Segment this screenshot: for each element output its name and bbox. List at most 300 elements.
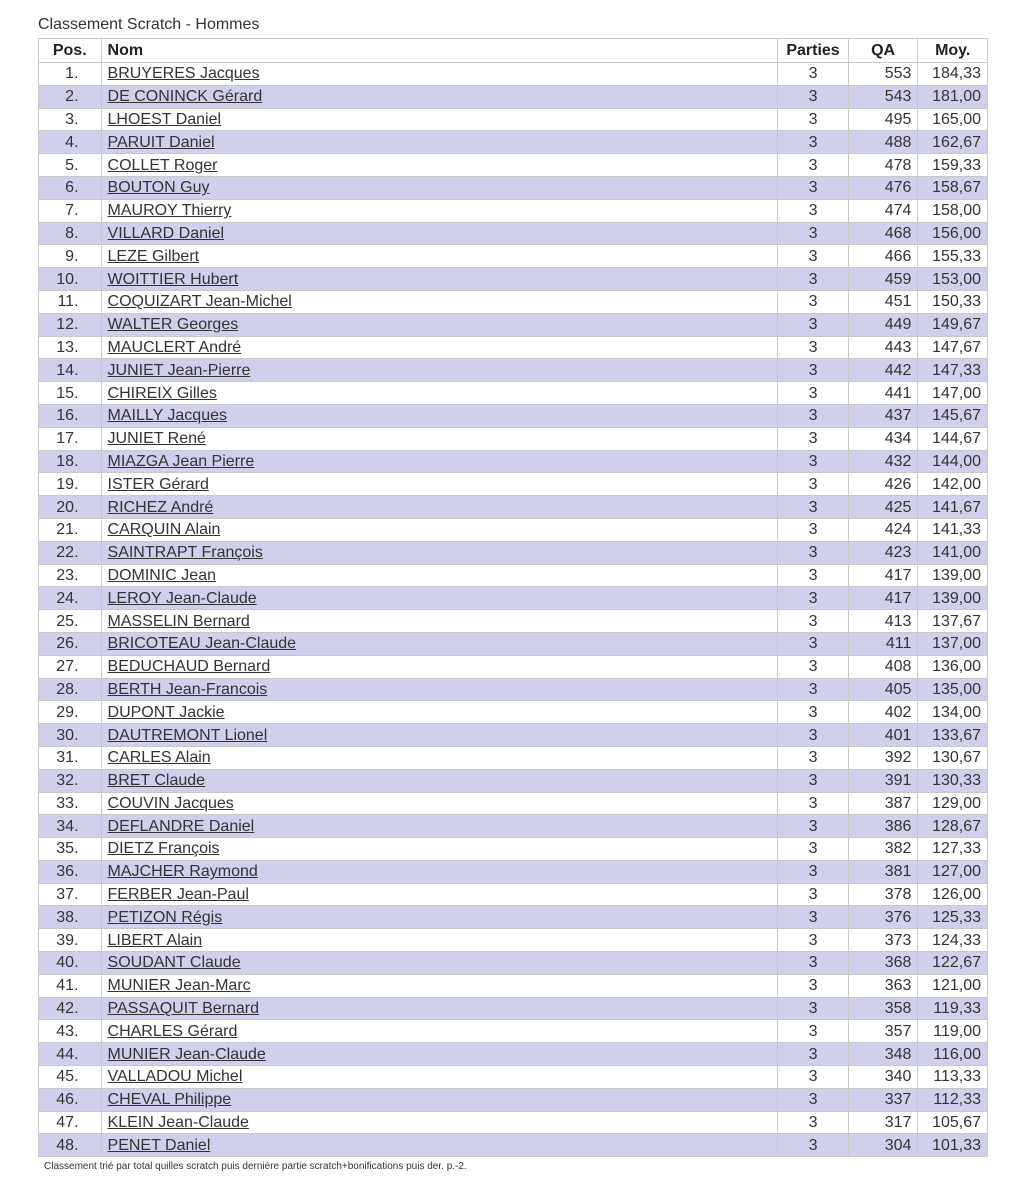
row-moyenne-cell: 141,33 <box>918 518 988 541</box>
row-player-name-cell <box>101 678 778 701</box>
row-parties-cell: 3 <box>778 1111 849 1134</box>
player-name-link[interactable]: DAUTREMONT Lionel <box>107 726 268 744</box>
row-position-cell: 48. <box>39 1134 102 1157</box>
row-position-cell: 1. <box>39 63 102 86</box>
row-position-cell: 15. <box>39 382 102 405</box>
row-parties-cell: 3 <box>778 838 849 861</box>
row-qa-cell: 417 <box>848 564 918 587</box>
row-player-name-cell <box>101 838 778 861</box>
table-row <box>39 85 988 108</box>
row-player-name-cell <box>101 952 778 975</box>
row-qa-cell: 423 <box>848 541 918 564</box>
row-moyenne-cell: 105,67 <box>918 1111 988 1134</box>
row-qa-cell: 317 <box>848 1111 918 1134</box>
row-qa-cell: 553 <box>848 63 918 86</box>
row-position-cell: 19. <box>39 473 102 496</box>
table-row <box>39 450 988 473</box>
row-parties-cell: 3 <box>778 131 849 154</box>
row-qa-cell: 432 <box>848 450 918 473</box>
row-moyenne-cell: 162,67 <box>918 131 988 154</box>
player-name-link[interactable]: RICHEZ André <box>107 498 214 516</box>
ranking-table-body <box>39 63 988 1157</box>
row-qa-cell: 478 <box>848 154 918 177</box>
row-moyenne-cell: 155,33 <box>918 245 988 268</box>
row-player-name-cell <box>101 85 778 108</box>
row-parties-cell: 3 <box>778 724 849 747</box>
row-player-name-cell <box>101 473 778 496</box>
row-moyenne-cell: 101,33 <box>918 1134 988 1157</box>
table-row <box>39 769 988 792</box>
table-row <box>39 1043 988 1066</box>
row-player-name-cell <box>101 268 778 291</box>
row-parties-cell: 3 <box>778 860 849 883</box>
player-name-link[interactable]: DEFLANDRE Daniel <box>107 817 255 835</box>
player-name-link[interactable]: LEROY Jean-Claude <box>107 589 257 607</box>
row-qa-cell: 358 <box>848 997 918 1020</box>
table-row <box>39 632 988 655</box>
row-moyenne-cell: 141,67 <box>918 496 988 519</box>
row-qa-cell: 449 <box>848 313 918 336</box>
table-header-row <box>39 39 988 63</box>
player-name-link[interactable]: MAUROY Thierry <box>107 202 232 220</box>
row-qa-cell: 378 <box>848 883 918 906</box>
row-position-cell: 21. <box>39 518 102 541</box>
row-position-cell: 34. <box>39 815 102 838</box>
row-player-name-cell <box>101 404 778 427</box>
row-qa-cell: 434 <box>848 427 918 450</box>
row-parties-cell: 3 <box>778 678 849 701</box>
row-parties-cell: 3 <box>778 541 849 564</box>
row-player-name-cell <box>101 518 778 541</box>
row-player-name-cell <box>101 63 778 86</box>
player-name-link[interactable]: VILLARD Daniel <box>107 224 225 242</box>
row-moyenne-cell: 122,67 <box>918 952 988 975</box>
row-qa-cell: 459 <box>848 268 918 291</box>
ranking-table <box>38 38 988 1157</box>
table-row <box>39 154 988 177</box>
player-name-link[interactable]: WALTER Georges <box>107 316 239 334</box>
table-row <box>39 883 988 906</box>
row-qa-cell: 304 <box>848 1134 918 1157</box>
row-position-cell: 9. <box>39 245 102 268</box>
row-qa-cell: 543 <box>848 85 918 108</box>
player-name-link[interactable]: PARUIT Daniel <box>107 133 215 151</box>
player-name-link[interactable]: DE CONINCK Gérard <box>107 88 263 106</box>
row-qa-cell: 495 <box>848 108 918 131</box>
row-moyenne-cell: 127,00 <box>918 860 988 883</box>
row-player-name-cell <box>101 313 778 336</box>
row-parties-cell: 3 <box>778 245 849 268</box>
row-qa-cell: 424 <box>848 518 918 541</box>
row-position-cell: 3. <box>39 108 102 131</box>
row-player-name-cell <box>101 290 778 313</box>
row-moyenne-cell: 128,67 <box>918 815 988 838</box>
table-row <box>39 724 988 747</box>
table-row <box>39 587 988 610</box>
row-moyenne-cell: 135,00 <box>918 678 988 701</box>
table-row <box>39 564 988 587</box>
player-name-link[interactable]: CARLES Alain <box>107 749 211 767</box>
row-player-name-cell <box>101 222 778 245</box>
player-name-link[interactable]: PENET Daniel <box>107 1136 211 1154</box>
row-player-name-cell <box>101 1088 778 1111</box>
table-row <box>39 655 988 678</box>
player-name-link[interactable]: BRUYERES Jacques <box>107 65 260 83</box>
row-parties-cell: 3 <box>778 883 849 906</box>
player-name-link[interactable]: CHARLES Gérard <box>107 1022 238 1040</box>
row-qa-cell: 401 <box>848 724 918 747</box>
column-header-pos[interactable]: Pos. <box>39 39 102 63</box>
row-parties-cell: 3 <box>778 929 849 952</box>
row-parties-cell: 3 <box>778 997 849 1020</box>
player-name-link[interactable]: COUVIN Jacques <box>107 794 234 812</box>
row-qa-cell: 413 <box>848 610 918 633</box>
row-moyenne-cell: 130,67 <box>918 746 988 769</box>
row-position-cell: 8. <box>39 222 102 245</box>
table-row <box>39 1066 988 1089</box>
player-name-link[interactable]: BEDUCHAUD Bernard <box>107 658 271 676</box>
row-player-name-cell <box>101 769 778 792</box>
row-qa-cell: 426 <box>848 473 918 496</box>
row-moyenne-cell: 144,00 <box>918 450 988 473</box>
row-player-name-cell <box>101 883 778 906</box>
row-qa-cell: 405 <box>848 678 918 701</box>
row-position-cell: 28. <box>39 678 102 701</box>
player-name-link[interactable]: BOUTON Guy <box>107 179 210 197</box>
row-moyenne-cell: 158,67 <box>918 176 988 199</box>
table-row <box>39 222 988 245</box>
row-moyenne-cell: 119,00 <box>918 1020 988 1043</box>
row-position-cell: 11. <box>39 290 102 313</box>
row-player-name-cell <box>101 587 778 610</box>
row-moyenne-cell: 112,33 <box>918 1088 988 1111</box>
row-qa-cell: 373 <box>848 929 918 952</box>
player-name-link[interactable]: SOUDANT Claude <box>107 954 241 972</box>
row-position-cell: 25. <box>39 610 102 633</box>
column-header-qa[interactable]: QA <box>848 39 918 63</box>
row-position-cell: 14. <box>39 359 102 382</box>
row-position-cell: 43. <box>39 1020 102 1043</box>
row-player-name-cell <box>101 131 778 154</box>
row-player-name-cell <box>101 541 778 564</box>
player-name-link[interactable]: CHEVAL Philippe <box>107 1091 232 1109</box>
row-parties-cell: 3 <box>778 85 849 108</box>
row-player-name-cell <box>101 382 778 405</box>
table-row <box>39 701 988 724</box>
row-position-cell: 29. <box>39 701 102 724</box>
row-parties-cell: 3 <box>778 564 849 587</box>
player-name-link[interactable]: BRICOTEAU Jean-Claude <box>107 635 297 653</box>
row-position-cell: 7. <box>39 199 102 222</box>
row-parties-cell: 3 <box>778 746 849 769</box>
player-name-link[interactable]: DOMINIC Jean <box>107 566 216 584</box>
player-name-link[interactable]: JUNIET René <box>107 430 206 448</box>
row-player-name-cell <box>101 108 778 131</box>
player-name-link[interactable]: COQUIZART Jean-Michel <box>107 293 292 311</box>
row-qa-cell: 386 <box>848 815 918 838</box>
row-qa-cell: 474 <box>848 199 918 222</box>
row-qa-cell: 442 <box>848 359 918 382</box>
table-row <box>39 496 988 519</box>
row-parties-cell: 3 <box>778 382 849 405</box>
row-player-name-cell <box>101 359 778 382</box>
player-name-link[interactable]: MIAZGA Jean Pierre <box>107 452 255 470</box>
row-parties-cell: 3 <box>778 473 849 496</box>
row-moyenne-cell: 137,67 <box>918 610 988 633</box>
page-title: Classement Scratch - Hommes <box>38 16 260 33</box>
player-name-link[interactable]: DIETZ François <box>107 840 220 858</box>
table-row <box>39 838 988 861</box>
row-qa-cell: 337 <box>848 1088 918 1111</box>
row-position-cell: 36. <box>39 860 102 883</box>
row-qa-cell: 381 <box>848 860 918 883</box>
row-position-cell: 6. <box>39 176 102 199</box>
table-row <box>39 336 988 359</box>
row-player-name-cell <box>101 974 778 997</box>
player-name-link[interactable]: BRET Claude <box>107 772 206 790</box>
row-moyenne-cell: 158,00 <box>918 199 988 222</box>
table-row <box>39 678 988 701</box>
column-header-nom[interactable]: Nom <box>101 39 778 63</box>
row-qa-cell: 391 <box>848 769 918 792</box>
player-name-link[interactable]: MAJCHER Raymond <box>107 863 258 881</box>
row-qa-cell: 368 <box>848 952 918 975</box>
row-position-cell: 23. <box>39 564 102 587</box>
row-parties-cell: 3 <box>778 290 849 313</box>
row-position-cell: 41. <box>39 974 102 997</box>
row-position-cell: 30. <box>39 724 102 747</box>
row-position-cell: 31. <box>39 746 102 769</box>
table-row <box>39 906 988 929</box>
row-player-name-cell <box>101 792 778 815</box>
row-moyenne-cell: 147,33 <box>918 359 988 382</box>
row-moyenne-cell: 130,33 <box>918 769 988 792</box>
row-position-cell: 40. <box>39 952 102 975</box>
row-moyenne-cell: 116,00 <box>918 1043 988 1066</box>
row-parties-cell: 3 <box>778 450 849 473</box>
row-position-cell: 46. <box>39 1088 102 1111</box>
player-name-link[interactable]: PASSAQUIT Bernard <box>107 1000 259 1018</box>
row-moyenne-cell: 113,33 <box>918 1066 988 1089</box>
row-player-name-cell <box>101 815 778 838</box>
row-player-name-cell <box>101 1134 778 1157</box>
table-row <box>39 176 988 199</box>
row-position-cell: 44. <box>39 1043 102 1066</box>
player-name-link[interactable]: LEZE Gilbert <box>107 247 200 265</box>
row-parties-cell: 3 <box>778 222 849 245</box>
player-name-link[interactable]: CHIREIX Gilles <box>107 384 217 402</box>
row-position-cell: 22. <box>39 541 102 564</box>
player-name-link[interactable]: ISTER Gérard <box>107 475 209 493</box>
row-parties-cell: 3 <box>778 496 849 519</box>
table-row <box>39 245 988 268</box>
player-name-link[interactable]: MAILLY Jacques <box>107 407 227 425</box>
row-qa-cell: 476 <box>848 176 918 199</box>
row-qa-cell: 340 <box>848 1066 918 1089</box>
row-moyenne-cell: 181,00 <box>918 85 988 108</box>
row-position-cell: 13. <box>39 336 102 359</box>
row-moyenne-cell: 149,67 <box>918 313 988 336</box>
row-player-name-cell <box>101 199 778 222</box>
row-parties-cell: 3 <box>778 610 849 633</box>
row-position-cell: 35. <box>39 838 102 861</box>
player-name-link[interactable]: MASSELIN Bernard <box>107 612 250 630</box>
row-player-name-cell <box>101 1066 778 1089</box>
row-player-name-cell <box>101 154 778 177</box>
row-qa-cell: 411 <box>848 632 918 655</box>
row-player-name-cell <box>101 336 778 359</box>
row-position-cell: 10. <box>39 268 102 291</box>
row-parties-cell: 3 <box>778 63 849 86</box>
row-parties-cell: 3 <box>778 655 849 678</box>
row-position-cell: 18. <box>39 450 102 473</box>
row-position-cell: 17. <box>39 427 102 450</box>
row-player-name-cell <box>101 1020 778 1043</box>
row-parties-cell: 3 <box>778 108 849 131</box>
player-name-link[interactable]: DUPONT Jackie <box>107 703 225 721</box>
table-row <box>39 541 988 564</box>
row-parties-cell: 3 <box>778 1088 849 1111</box>
player-name-link[interactable]: LIBERT Alain <box>107 931 203 949</box>
row-moyenne-cell: 145,67 <box>918 404 988 427</box>
table-row <box>39 746 988 769</box>
row-moyenne-cell: 141,00 <box>918 541 988 564</box>
column-header-parties[interactable]: Parties <box>778 39 849 63</box>
table-row <box>39 199 988 222</box>
row-parties-cell: 3 <box>778 1020 849 1043</box>
row-position-cell: 27. <box>39 655 102 678</box>
row-player-name-cell <box>101 564 778 587</box>
column-header-moy[interactable]: Moy. <box>918 39 988 63</box>
player-name-link[interactable]: CARQUIN Alain <box>107 521 221 539</box>
row-parties-cell: 3 <box>778 701 849 724</box>
player-name-link[interactable]: VALLADOU Michel <box>107 1068 243 1086</box>
row-position-cell: 26. <box>39 632 102 655</box>
row-parties-cell: 3 <box>778 1066 849 1089</box>
row-position-cell: 45. <box>39 1066 102 1089</box>
table-row <box>39 290 988 313</box>
row-qa-cell: 443 <box>848 336 918 359</box>
row-player-name-cell <box>101 860 778 883</box>
row-moyenne-cell: 125,33 <box>918 906 988 929</box>
player-name-link[interactable]: BERTH Jean-Francois <box>107 680 268 698</box>
player-name-link[interactable]: PETIZON Régis <box>107 908 223 926</box>
row-player-name-cell <box>101 496 778 519</box>
row-parties-cell: 3 <box>778 1134 849 1157</box>
row-moyenne-cell: 134,00 <box>918 701 988 724</box>
table-row <box>39 952 988 975</box>
row-position-cell: 2. <box>39 85 102 108</box>
row-parties-cell: 3 <box>778 587 849 610</box>
row-qa-cell: 387 <box>848 792 918 815</box>
row-parties-cell: 3 <box>778 404 849 427</box>
row-player-name-cell <box>101 176 778 199</box>
player-name-link[interactable]: MUNIER Jean-Marc <box>107 977 251 995</box>
row-moyenne-cell: 127,33 <box>918 838 988 861</box>
player-name-link[interactable]: LHOEST Daniel <box>107 110 222 128</box>
row-position-cell: 37. <box>39 883 102 906</box>
row-qa-cell: 392 <box>848 746 918 769</box>
player-name-link[interactable]: FERBER Jean-Paul <box>107 886 249 904</box>
table-row <box>39 108 988 131</box>
row-qa-cell: 408 <box>848 655 918 678</box>
row-parties-cell: 3 <box>778 1043 849 1066</box>
player-name-link[interactable]: COLLET Roger <box>107 156 218 174</box>
row-player-name-cell <box>101 450 778 473</box>
row-moyenne-cell: 142,00 <box>918 473 988 496</box>
row-qa-cell: 425 <box>848 496 918 519</box>
row-player-name-cell <box>101 610 778 633</box>
row-moyenne-cell: 147,00 <box>918 382 988 405</box>
player-name-link[interactable]: SAINTRAPT François <box>107 544 263 562</box>
player-name-link[interactable]: MAUCLERT André <box>107 338 242 356</box>
row-parties-cell: 3 <box>778 632 849 655</box>
row-moyenne-cell: 156,00 <box>918 222 988 245</box>
row-position-cell: 20. <box>39 496 102 519</box>
table-row <box>39 359 988 382</box>
row-position-cell: 16. <box>39 404 102 427</box>
row-qa-cell: 376 <box>848 906 918 929</box>
row-player-name-cell <box>101 746 778 769</box>
table-row <box>39 974 988 997</box>
row-parties-cell: 3 <box>778 176 849 199</box>
row-player-name-cell <box>101 245 778 268</box>
row-moyenne-cell: 139,00 <box>918 587 988 610</box>
player-name-link[interactable]: MUNIER Jean-Claude <box>107 1045 266 1063</box>
player-name-link[interactable]: WOITTIER Hubert <box>107 270 239 288</box>
table-row <box>39 313 988 336</box>
row-player-name-cell <box>101 632 778 655</box>
table-row <box>39 1134 988 1157</box>
player-name-link[interactable]: JUNIET Jean-Pierre <box>107 361 251 379</box>
table-row <box>39 518 988 541</box>
table-row <box>39 997 988 1020</box>
table-row <box>39 1020 988 1043</box>
table-row <box>39 131 988 154</box>
table-row <box>39 1088 988 1111</box>
row-qa-cell: 348 <box>848 1043 918 1066</box>
row-moyenne-cell: 126,00 <box>918 883 988 906</box>
table-row <box>39 268 988 291</box>
row-player-name-cell <box>101 929 778 952</box>
table-row <box>39 1111 988 1134</box>
row-position-cell: 42. <box>39 997 102 1020</box>
row-parties-cell: 3 <box>778 815 849 838</box>
table-row <box>39 929 988 952</box>
row-moyenne-cell: 136,00 <box>918 655 988 678</box>
row-parties-cell: 3 <box>778 769 849 792</box>
row-parties-cell: 3 <box>778 427 849 450</box>
row-qa-cell: 382 <box>848 838 918 861</box>
row-qa-cell: 468 <box>848 222 918 245</box>
row-moyenne-cell: 139,00 <box>918 564 988 587</box>
row-player-name-cell <box>101 1111 778 1134</box>
table-row <box>39 382 988 405</box>
row-position-cell: 33. <box>39 792 102 815</box>
row-qa-cell: 466 <box>848 245 918 268</box>
row-moyenne-cell: 147,67 <box>918 336 988 359</box>
player-name-link[interactable]: KLEIN Jean-Claude <box>107 1114 249 1132</box>
row-parties-cell: 3 <box>778 154 849 177</box>
row-player-name-cell <box>101 906 778 929</box>
row-parties-cell: 3 <box>778 336 849 359</box>
row-qa-cell: 357 <box>848 1020 918 1043</box>
row-qa-cell: 417 <box>848 587 918 610</box>
row-parties-cell: 3 <box>778 313 849 336</box>
row-moyenne-cell: 165,00 <box>918 108 988 131</box>
row-qa-cell: 488 <box>848 131 918 154</box>
row-player-name-cell <box>101 655 778 678</box>
